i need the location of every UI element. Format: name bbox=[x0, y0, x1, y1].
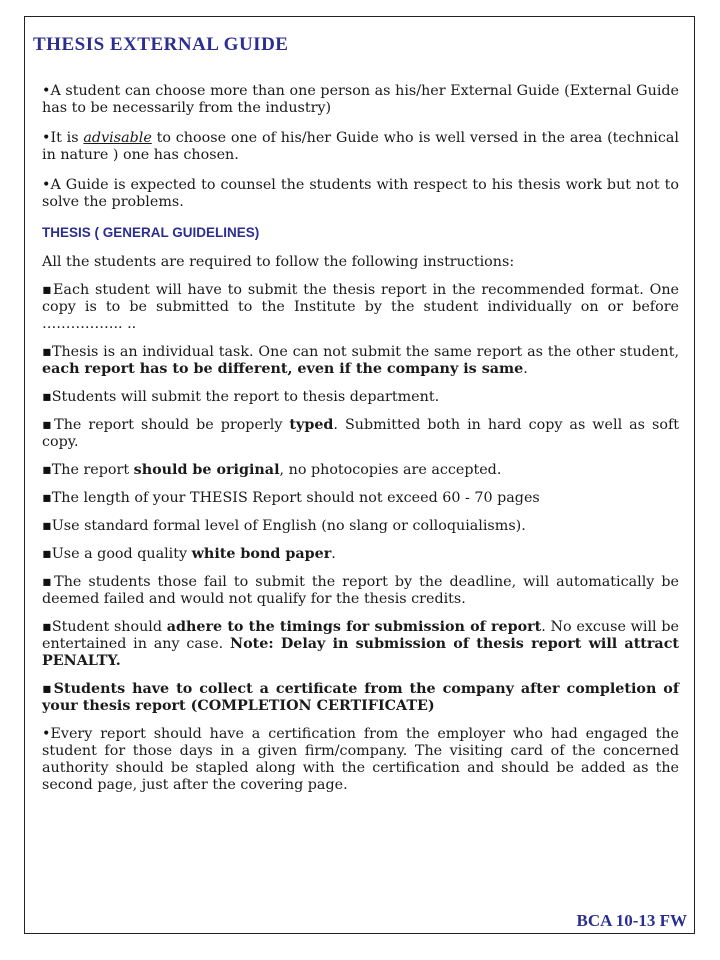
instruction-text: The report should be properly bbox=[54, 417, 290, 433]
instruction-9 bbox=[42, 574, 679, 608]
guide-point-text: to choose one of his/her Guide who is well versed in the area (technical in nature ) one has chosen. bbox=[42, 130, 679, 163]
page-title: THESIS EXTERNAL GUIDE bbox=[33, 34, 289, 55]
square-bullet-icon: ▪ bbox=[42, 462, 52, 478]
guide-point-text: A Guide is expected to counsel the students with respect to his thesis work but not to solve the problems. bbox=[42, 177, 679, 210]
instruction-text: Use a good quality bbox=[51, 546, 192, 562]
square-bullet-icon: ▪ bbox=[42, 490, 52, 506]
section-heading: THESIS ( GENERAL GUIDELINES) bbox=[42, 225, 260, 240]
instruction-4 bbox=[42, 417, 679, 451]
instruction-text: Use standard formal level of English (no slang or colloquialisms). bbox=[51, 518, 526, 534]
instruction-3 bbox=[42, 389, 679, 406]
guide-point-2 bbox=[42, 130, 679, 164]
instruction-text: The length of your THESIS Report should not exceed 60 - 70 pages bbox=[51, 490, 540, 506]
document-body bbox=[42, 83, 679, 794]
square-bullet-icon: ▪ bbox=[42, 619, 52, 635]
instruction-2 bbox=[42, 344, 679, 378]
instruction-bold: Students have to collect a certificate from the company after completion of your thesis report (COMPLETION CERTIFICATE) bbox=[42, 681, 679, 714]
instruction-text: Each student will have to submit the thesis report in the recommended format. One copy is to be submitted to the Institute by the student individually on or before …………….. .. bbox=[42, 282, 679, 332]
instruction-text: The report bbox=[51, 462, 134, 478]
instruction-10 bbox=[42, 619, 679, 670]
instruction-5 bbox=[42, 462, 679, 479]
instruction-1 bbox=[42, 282, 679, 333]
instruction-bold: white bond paper bbox=[191, 546, 332, 562]
bullet-dot: • bbox=[42, 726, 51, 742]
final-point bbox=[42, 726, 679, 794]
instruction-8 bbox=[42, 546, 679, 563]
instruction-bold: should be original bbox=[133, 462, 280, 478]
bullet-dot: • bbox=[42, 83, 51, 99]
instruction-bold: each report has to be different, even if the company is same bbox=[42, 361, 524, 377]
square-bullet-icon: ▪ bbox=[42, 574, 55, 590]
footer-code: BCA 10-13 FW bbox=[576, 911, 687, 930]
guide-point-text: A student can choose more than one person as his/her External Guide (External Guide has to be necessarily from the industry) bbox=[42, 83, 679, 116]
square-bullet-icon: ▪ bbox=[42, 681, 54, 697]
instruction-6 bbox=[42, 490, 679, 507]
instruction-text: . bbox=[331, 546, 336, 562]
instruction-text: Students will submit the report to thesis department. bbox=[51, 389, 440, 405]
final-point-text: Every report should have a certification from the employer who had engaged the student for those days in a given firm/company. The visiting card of the concerned authority should be stapled along with the certification and should be added as the second page, just after the covering page. bbox=[42, 726, 679, 793]
bullet-dot: • bbox=[42, 130, 51, 146]
guide-point-text: It is bbox=[50, 130, 84, 146]
instruction-text: . No excuse will be entertained in any case. bbox=[42, 619, 679, 652]
square-bullet-icon: ▪ bbox=[42, 282, 53, 298]
instruction-text: Student should bbox=[51, 619, 167, 635]
instruction-text: , no photocopies are accepted. bbox=[279, 462, 502, 478]
instruction-11 bbox=[42, 681, 679, 715]
intro-text: All the students are required to follow the following instructions: bbox=[42, 254, 515, 270]
instruction-bold: Note: Delay in submission of thesis report will attract PENALTY. bbox=[42, 636, 680, 669]
square-bullet-icon: ▪ bbox=[42, 546, 52, 562]
square-bullet-icon: ▪ bbox=[42, 518, 52, 534]
bullet-dot: • bbox=[42, 177, 51, 193]
square-bullet-icon: ▪ bbox=[42, 344, 52, 360]
instruction-7 bbox=[42, 518, 679, 535]
guide-point-1 bbox=[42, 83, 679, 117]
square-bullet-icon: ▪ bbox=[42, 389, 52, 405]
instruction-text: . bbox=[523, 361, 528, 377]
instruction-text: The students those fail to submit the report by the deadline, will automatically be deemed failed and would not qualify for the thesis credits. bbox=[42, 574, 679, 607]
instruction-text: . Submitted both in hard copy as well as soft copy. bbox=[42, 417, 679, 450]
instruction-text: Thesis is an individual task. One can not submit the same report as the other student, bbox=[51, 344, 679, 360]
square-bullet-icon: ▪ bbox=[42, 417, 55, 433]
instruction-bold: typed bbox=[289, 417, 334, 433]
guide-point-3 bbox=[42, 177, 679, 211]
instruction-bold: adhere to the timings for submission of report bbox=[166, 619, 542, 635]
emphasis-advisable: advisable bbox=[83, 130, 152, 146]
